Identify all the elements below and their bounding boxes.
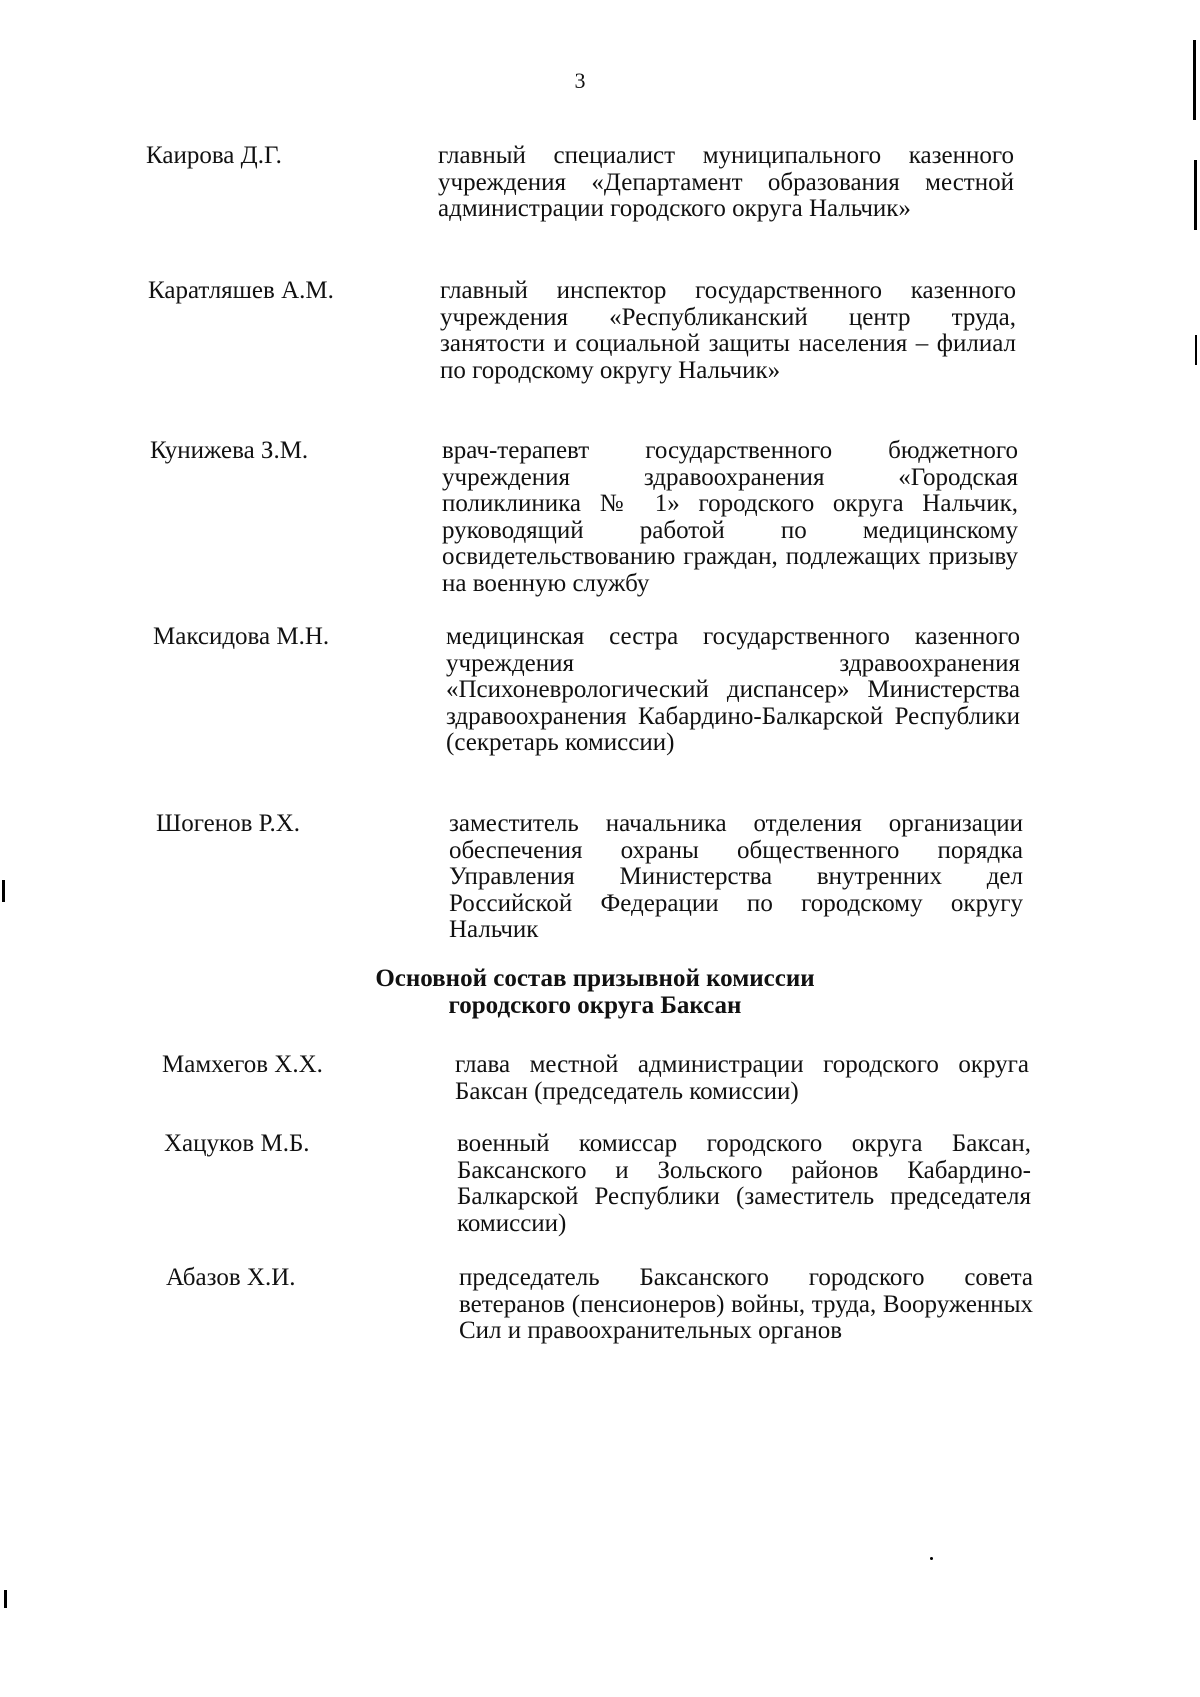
scan-mark [1193, 40, 1196, 120]
scan-mark [2, 880, 5, 902]
scan-mark [1194, 160, 1197, 230]
member-position: военный комиссар городского округа Баксан, Баксанского и Зольского районов Кабардино-Балкарской Республики (заместитель председателя комиссии) [457, 1130, 1031, 1237]
section-heading [0, 965, 1190, 1019]
member-name: Шогенов Р.Х. [156, 810, 301, 837]
scan-mark [930, 1557, 933, 1560]
member-position: глава местной администрации городского округа Баксан (председатель комиссии) [455, 1051, 1029, 1105]
member-name: Хацуков М.Б. [164, 1130, 310, 1157]
member-position: председатель Баксанского городского совета ветеранов (пенсионеров) войны, труда, Вооруженных Сил и правоохранительных органов [459, 1264, 1033, 1344]
member-name: Каирова Д.Г. [146, 142, 282, 169]
member-name: Абазов Х.И. [166, 1264, 296, 1291]
section-title-line-1: Основной состав призывной комиссии [375, 965, 815, 992]
member-position: медицинская сестра государственного казенного учреждения здравоохранения «Психоневрологический диспансер» Министерства здравоохранения Кабардино-Балкарской Республики (секретарь комиссии) [446, 623, 1020, 756]
member-name: Каратляшев А.М. [148, 277, 334, 304]
member-name: Кунижева З.М. [150, 437, 309, 464]
section-title-line-2: городского округа Баксан [448, 992, 742, 1019]
member-position: врач-терапевт государственного бюджетного учреждения здравоохранения «Городская поликлиника № 1» городского округа Нальчик, руководящий работой по медицинскому освидетельствованию граждан, подлежащих призыву на военную службу [442, 437, 1018, 597]
member-position: главный специалист муниципального казенного учреждения «Департамент образования местной администрации городского округа Нальчик» [438, 142, 1014, 222]
member-name: Максидова М.Н. [153, 623, 330, 650]
member-position: главный инспектор государственного казенного учреждения «Республиканский центр труда, занятости и социальной защиты населения – филиал по городскому округу Нальчик» [440, 277, 1016, 384]
member-name: Мамхегов Х.Х. [162, 1051, 323, 1078]
scan-mark [1195, 335, 1197, 365]
member-position: заместитель начальника отделения организации обеспечения охраны общественного порядка Управления Министерства внутренних дел Российской Федерации по городскому округу Нальчик [449, 810, 1023, 943]
page-number: 3 [574, 68, 586, 93]
scan-mark [4, 1590, 7, 1608]
